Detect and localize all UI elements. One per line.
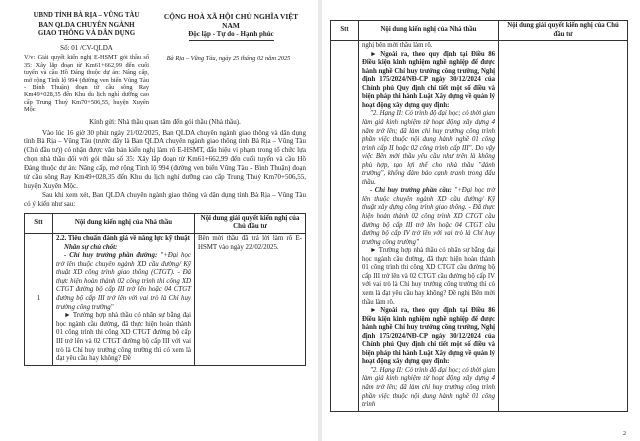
place-and-date: Bà Rịa – Vũng Tàu, ngày 25 tháng 02 năm 2025 <box>166 55 291 62</box>
bridge-criteria-text: "+Đại học trở lên thuộc chuyên ngành XD cầu đường/ Kỹ thuật xây dựng công trình giao thông. - Đã thực hiện hoàn thành 02 công trình XD CTGT cầu đường bộ cấp III trở lên hoặc 04 CTGT cầu đường bộ cấp IV trở lên với vai trò là Chỉ huy trưởng công trường" <box>362 187 495 246</box>
reference-row <box>24 45 306 114</box>
regulation-reference-2: ► Ngoài ra, theo quy định tại Điều 86 Điều kiện kinh nghiệm nghề nghiệp để được hành nghề Chỉ huy trưởng công trường, Nghị định 175/2024/NĐ-CP ngày 30/12/2024 của Chính phủ Quy định chi tiết một số điều và biện pháp thi hành Luật Xây dựng về quản lý hoạt động xây dựng quy định: <box>362 307 495 366</box>
motto-underline <box>189 40 274 41</box>
regulation-quote-1: "2. Hạng II: Có trình độ đại học; có thời gian làm giá kinh nghiệm từ hoạt động xây dựng 4 năm trở lên; đã làm chỉ huy trưởng công trình phần việc thuộc nội dung hành nghề 01 công trình cấp II hoặc 02 công trình cấp III". Do vậy việc Bên mời thầu yêu cầu như trên là không phù hợp, tạo lợi thế cho nhà thầu "đánh trường", khống đảm bảo cạnh tranh trong đấu thầu. <box>362 110 495 186</box>
national-title-block <box>156 12 306 41</box>
criteria-item-label: - Chỉ huy trưởng phần đường: <box>64 252 158 260</box>
agency-name-line1: BAN QLDA CHUYÊN NGÀNH <box>38 20 135 29</box>
complaint-cell <box>359 41 499 412</box>
continued-text: nghị bên mời thầu làm rõ. <box>362 42 433 50</box>
agency-underline <box>64 39 109 40</box>
table-header-row <box>25 213 306 233</box>
complaint-table-page1 <box>24 213 306 366</box>
col-header-response: Nội dung giải quyết kiến nghị của Chủ đầu tư <box>195 213 306 233</box>
criteria-item-text: "+Đại học trở lên thuộc chuyên ngành XD cầu đường/ Kỹ thuật XD công trình giao thông (CTGT). - Đã thực hiện hoàn thành 02 công trình thi công XD CTGT đường bộ cấp III trở lên hoặc 04 CTGT đường bộ cấp III trở lên với vai trò là Chỉ huy trưởng công trường" <box>56 252 191 311</box>
col-header-response: Nội dung giải quyết kiến nghị của Chủ đầu tư <box>499 21 628 41</box>
document-subject: V/v: Giải quyết kiến nghị E-HSMT gói thầu số 35: Xây lắp đoạn từ Km61+662,99 đến cuối tuyến và cầu Hồ Đáng thuộc dự án: Nâng cấp, mở rộng Tỉnh lộ 994 (đường ven biển Vũng Tàu - Bình Thuận) đoạn từ cầu sông Ray Km49+028,35 đến Khu du lịch nghỉ dưỡng cao cấp Trung Thuỷ Km70+506,55, huyện Xuyên Mộc <box>24 54 149 114</box>
document-number: Số: 01 /CV-QLDA <box>60 44 113 52</box>
agency-parent: UBND TỈNH BÀ RỊA – VŨNG TÀU <box>33 12 140 19</box>
complaint-question: ► Trường hợp nhà thầu có nhân sự bằng đại học ngành cầu đường, đã thực hiện hoàn thành 01 công trình thi công XD CTGT đường bộ cấp III trở lên và 02 CTGT đường bộ cấp III với vai trò là Chỉ huy trưởng công trường thì có xem là đạt yêu cầu hay không? Đề <box>56 312 191 363</box>
table-header-row <box>331 21 628 41</box>
page-number: 2 <box>623 431 626 437</box>
table-row <box>331 41 628 412</box>
col-header-complaint: Nội dung kiến nghị của Nhà thầu <box>53 213 195 233</box>
document-page-1 <box>0 0 318 441</box>
response-cell <box>499 41 628 412</box>
national-motto: Độc lập - Tự do - Hạnh phúc <box>188 30 274 38</box>
recipient-line: Kính gửi: Nhà thầu quan tâm đến gói thầu (Nhà thầu). <box>89 117 241 126</box>
regulation-reference-1: ► Ngoài ra, theo quy định tại Điều 86 Điều kiện kinh nghiệm nghề nghiệp để được hành nghề Chỉ huy trưởng công trường, Nghị định 175/2024/NĐ-CP ngày 30/12/2024 của Chính phủ Quy định chi tiết một số điều và biện pháp thi hành Luật Xây dựng về quản lý hoạt động xây dựng quy định: <box>362 50 495 109</box>
row-number-empty <box>331 41 359 412</box>
col-header-stt: Stt <box>331 21 359 41</box>
document-page-2 <box>322 0 640 441</box>
col-header-complaint: Nội dung kiến nghị của Nhà thầu <box>359 21 499 41</box>
body-paragraph-1: Vào lúc 16 giờ 30 phút ngày 21/02/2025, Ban QLDA chuyên ngành giao thông và dân dụng tỉnh Bà Rịa – Vũng Tàu (trước đây là Ban QLDA chuyên ngành giao thông tỉnh Bà Rịa – Vũng Tàu (Chủ đầu tư)) có nhận được văn bản kiến nghị làm rõ E-HSMT, đấu hiệu vi phạm trong tổ chức lựa chọn nhà thầu đối với gói thầu số 35: Xây lắp đoạn từ Km61+662,99 đến cuối tuyến và cầu Hồ Đáng thuộc dự án: Nâng cấp, mở rộng Tỉnh lộ 994 (đường ven biển Vũng Tàu - Bình Thuận) đoạn từ cầu sông Ray Km49+028,35 đến Khu du lịch nghỉ dưỡng cao cấp Trung Thuỷ Km70+506,55, huyện Xuyên Mộc. <box>24 128 306 190</box>
response-cell <box>195 233 306 365</box>
agency-name-line2: GIAO THÔNG VÀ DÂN DỤNG <box>37 29 136 37</box>
nation-name: CỘNG HOÀ XÃ HỘI CHỦ NGHĨA VIỆT NAM <box>163 12 299 30</box>
criteria-title: 2.2. Tiêu chuẩn đánh giá về năng lực kỹ thuật <box>56 234 190 242</box>
bridge-criteria <box>362 187 495 247</box>
regulation-quote-2: "2. Hạng II: Có trình độ đại học; có thời gian làm giá kinh nghiệm từ hoạt động xây dựng 4 năm trở lên; đã làm chỉ huy trưởng công trình phần việc thuộc nội dung hành nghề 01 công trình <box>362 366 495 409</box>
criteria-subtitle: Nhân sự chủ chốt: <box>64 243 118 251</box>
issuing-agency-block <box>24 12 149 41</box>
row-number: 1 <box>25 233 53 365</box>
criteria-item <box>56 252 191 312</box>
letter-header <box>24 12 306 41</box>
reference-block <box>24 45 149 114</box>
bridge-criteria-label: - Chỉ huy trưởng phần cầu: <box>370 187 452 195</box>
col-header-stt: Stt <box>25 213 53 233</box>
body-paragraph-2: Sau khi xem xét, Ban QLDA chuyên ngành giao thông và dân dụng tỉnh Bà Rịa – Vũng Tàu có ý kiến như sau: <box>24 190 306 208</box>
complaint-cell <box>53 233 195 365</box>
response-text: Bên mời thầu đã trả lời làm rõ E-HSMT vào ngày 22/02/2025. <box>198 234 302 251</box>
complaint-table-page2 <box>330 20 628 412</box>
letter-body <box>24 118 306 209</box>
table-row <box>25 233 306 365</box>
bridge-question: ► Trường hợp nhà thầu có nhân sự bằng đại học ngành cầu đường, đã thực hiện hoàn thành 01 công trình thi công XD CTGT cầu đường bộ cấp III trở lên và 02 CTGT cầu đường bộ cấp IV với vai trò là Chỉ huy trưởng công trường thì có xem là đạt yêu cầu hay không? Đề nghị Bên mời thầu làm rõ. <box>362 247 495 306</box>
